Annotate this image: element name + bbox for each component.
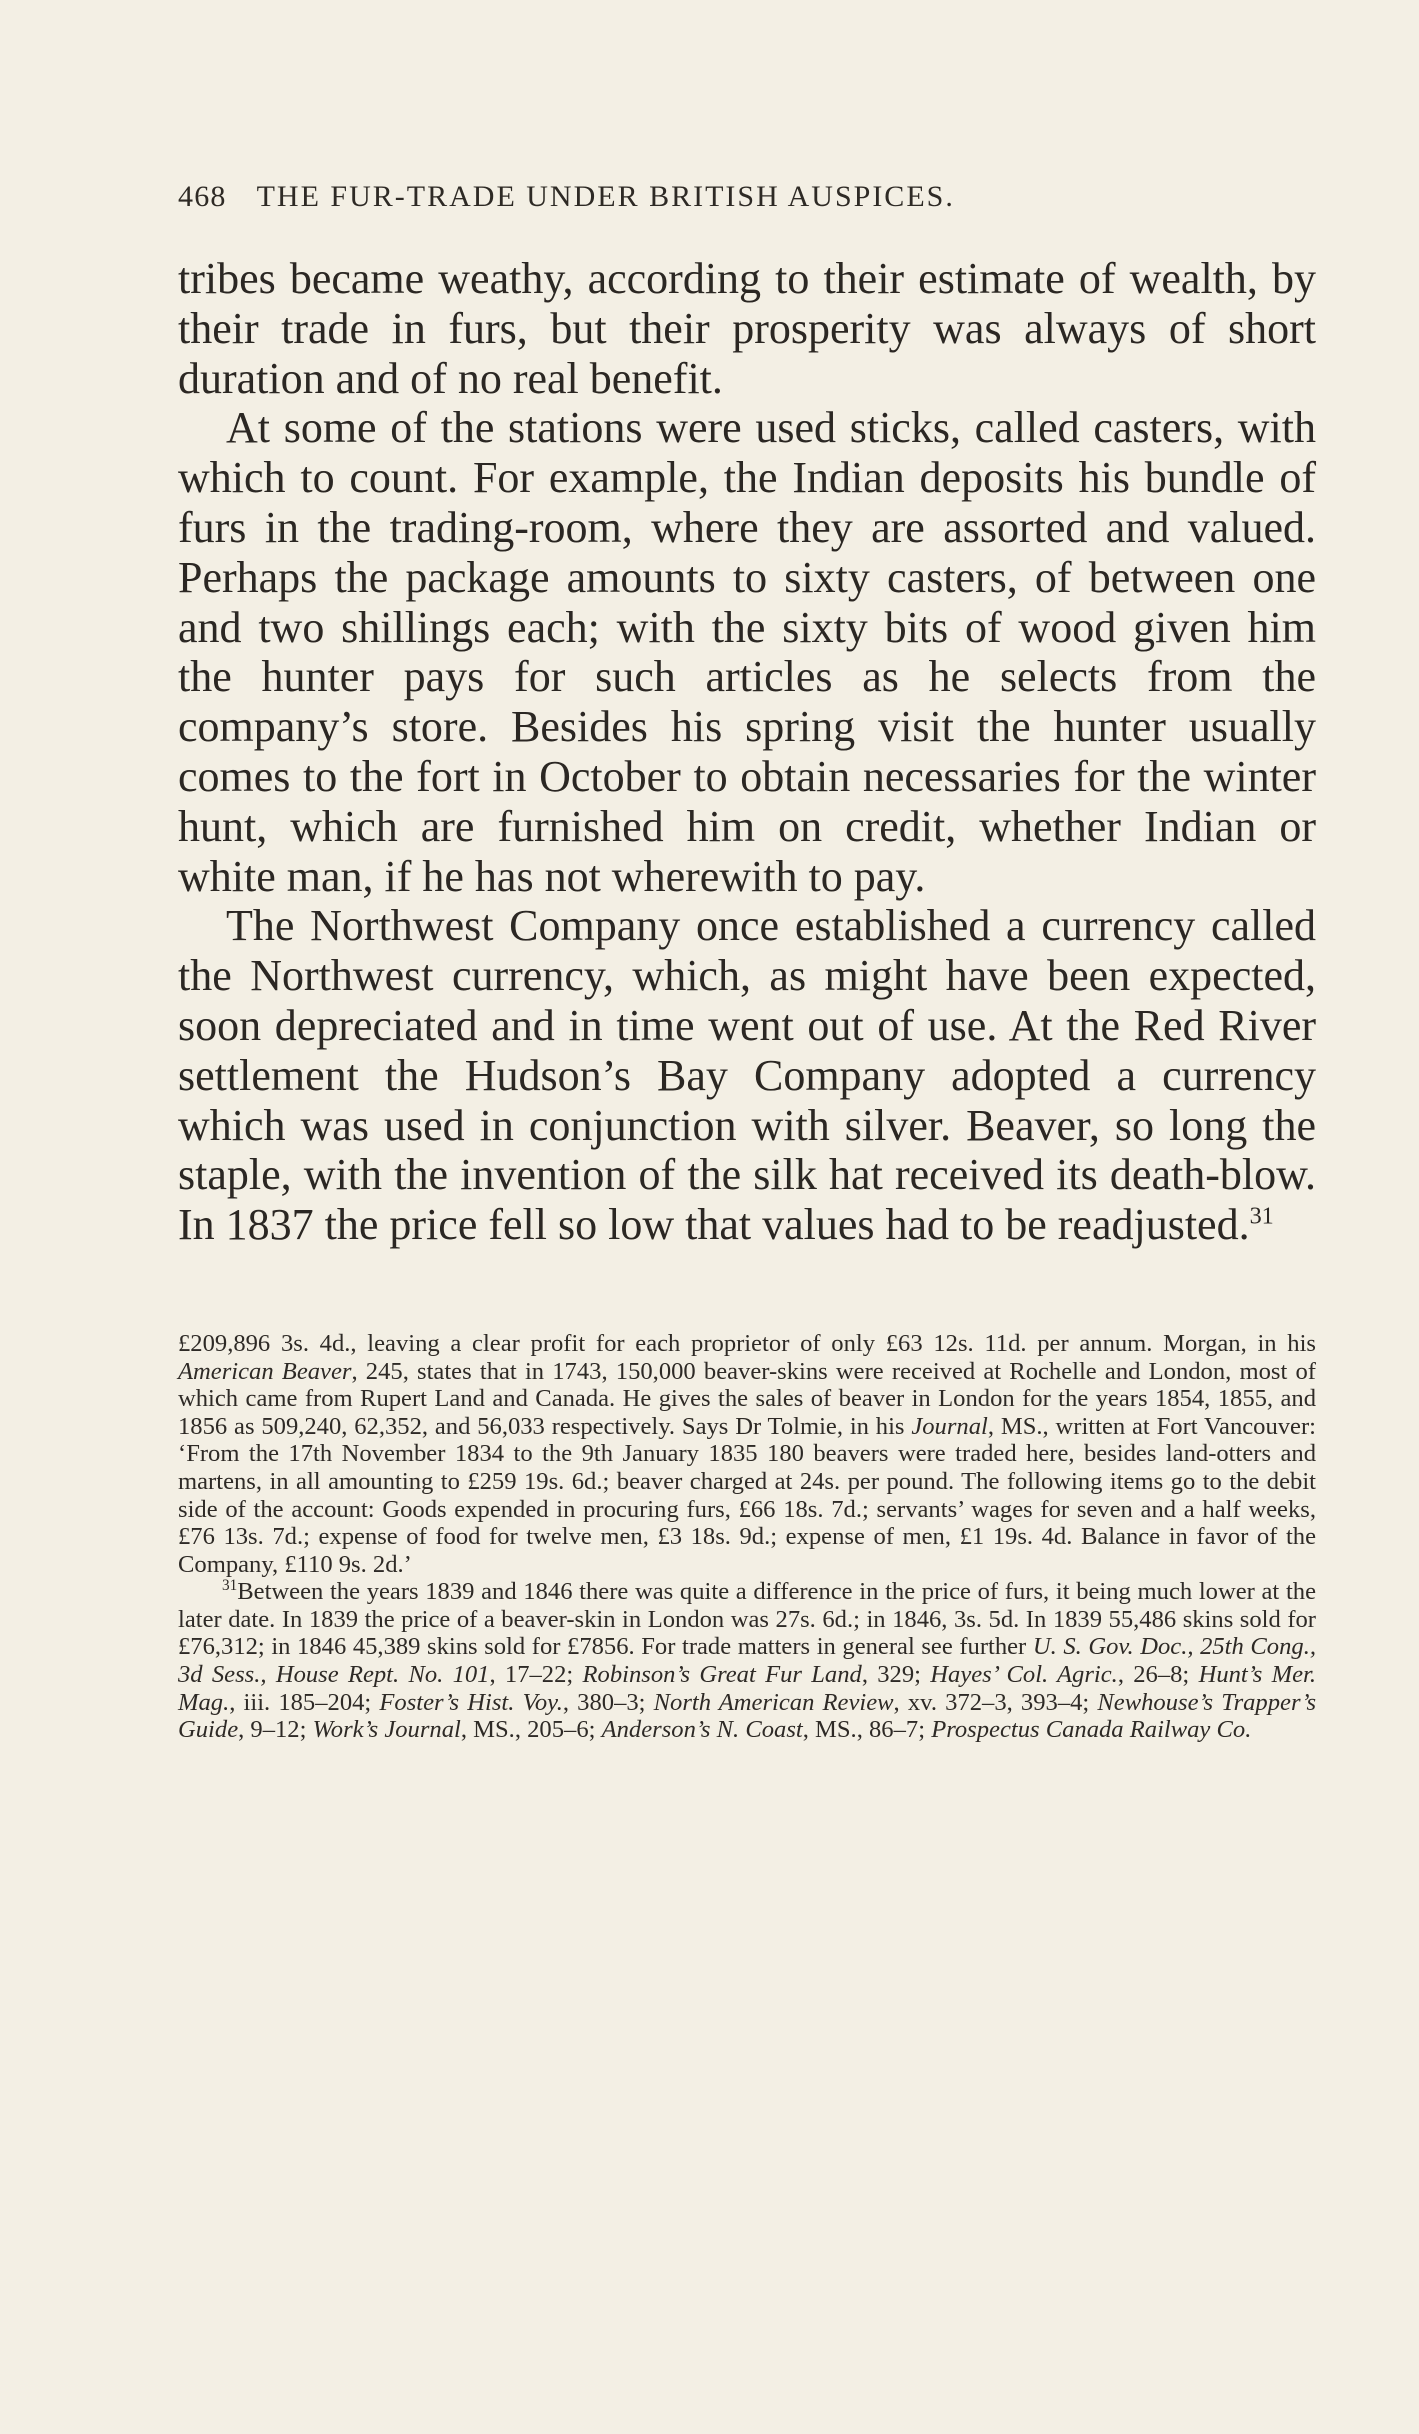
fn31-e: , 329; [861, 1661, 931, 1689]
running-title: THE FUR-TRADE UNDER BRITISH AUSPICES. [256, 180, 955, 213]
fn31-cite-robinson: Robinson’s Great Fur Land [582, 1661, 862, 1689]
footnote-31-number: 31 [222, 1577, 238, 1595]
fn31-cite-prospectus: Prospectus Canada Railway Co. [931, 1716, 1252, 1744]
fn31-s: , MS., 86–7; [802, 1716, 932, 1744]
fn31-c: , 17–22; [489, 1661, 583, 1689]
book-page [178, 180, 1316, 1744]
fn-cont-title-journal: Journal [911, 1412, 988, 1440]
fn31-g: , 26–8; [1117, 1661, 1199, 1689]
paragraph-3 [178, 901, 1316, 1250]
running-head [178, 180, 1316, 214]
fn31-cite-foster: Foster’s Hist. Voy. [379, 1688, 563, 1716]
fn31-cite-north-american-review: North American Review [653, 1688, 894, 1716]
main-text [178, 254, 1316, 1250]
footnotes [178, 1330, 1316, 1744]
fn-cont-title-american-beaver: American Beaver [178, 1357, 352, 1385]
fn31-q: , MS., 205–6; [460, 1716, 602, 1744]
footnote-31 [178, 1578, 1316, 1744]
fn31-cite-hayes: Hayes’ Col. Agric. [930, 1661, 1118, 1689]
fn-cont-a: £209,896 3s. 4d., leaving a clear profit for each proprietor of only £63 12s. 11d. per annum. Morgan, in his [178, 1329, 1316, 1357]
fn31-cite-work: Work’s Journal [312, 1716, 461, 1744]
footnote-continued [178, 1330, 1316, 1578]
fn31-m: , xv. 372–3, 393–4; [893, 1688, 1098, 1716]
fn31-cite-us-gov-doc: U. S. Gov. Doc., 25th Cong., 3d Sess., House Rept. No. 101 [178, 1633, 1316, 1689]
paragraph-1: tribes became weathy, according to their estimate of wealth, by their trade in furs, but their prosperity was always of short duration and of no real benefit. [178, 254, 1316, 403]
paragraph-3-text: The Northwest Company once established a currency called the Northwest currency, which, as might have been expected, soon depreciated and in time went out of use. At the Red River settlement the Hudson’s Bay Company adopted a currency which was used in conjunction with silver. Beaver, so long the staple, with the invention of the silk hat received its death-blow. In 1837 the price fell so low that values had to be readjusted. [178, 901, 1316, 1250]
paragraph-2: At some of the stations were used sticks, called casters, with which to count. For example, the Indian deposits his bundle of furs in the trading-room, where they are assorted and valued. Perhaps the package amounts to sixty casters, of between one and two shillings each; with the sixty bits of wood given him the hunter pays for such articles as he selects from the company’s store. Besides his spring visit the hunter usually comes to the fort in October to obtain necessaries for the winter hunt, which are furnished him on credit, whether Indian or white man, if he has not wherewith to pay. [178, 403, 1316, 901]
fn31-k: , 380–3; [562, 1688, 654, 1716]
fn-cont-e: , MS., written at Fort Vancouver: ‘From the 17th November 1834 to the 9th January 1835 180 beavers were traded here, besides land-otters and martens, in all amounting to £259 19s. 6d.; beaver charged at 24s. per pound. The following items go to the debit side of the account: Goods expended in procuring furs, £66 18s. 7d.; servants’ wages for seven and a half weeks, £76 13s. 7d.; expense of food for twelve men, £3 18s. 9d.; expense of men, £1 19s. 4d. Balance in favor of the Company, £110 9s. 2d.’ [178, 1412, 1316, 1578]
fn31-cite-newhouse: Newhouse’s Trapper’s Guide [178, 1688, 1317, 1744]
fn31-cite-hunt: Hunt’s Mer. Mag. [178, 1661, 1317, 1716]
footnote-ref-31[interactable]: 31 [1249, 1202, 1274, 1230]
fn31-cite-anderson: Anderson’s N. Coast [601, 1716, 803, 1744]
fn31-a: Between the years 1839 and 1846 there was quite a difference in the price of furs, it being much lower at the later date. In 1839 the price of a beaver-skin in London was 27s. 6d.; in 1846, 3s. 5d. In 1839 55,486 skins sold for £76,312; in 1846 45,389 skins sold for £7856. For trade matters in general see further [178, 1578, 1316, 1661]
page-number: 468 [178, 180, 227, 213]
fn31-o: , 9–12; [238, 1716, 313, 1744]
fn-cont-c: , 245, states that in 1743, 150,000 beaver-skins were received at Rochelle and London, most of which came from Rupert Land and Canada. He gives the sales of beaver in London for the years 1854, 1855, and 1856 as 509,240, 62,352, and 56,033 respectively. Says Dr Tolmie, in his [178, 1357, 1316, 1440]
fn31-i: , iii. 185–204; [229, 1688, 380, 1716]
